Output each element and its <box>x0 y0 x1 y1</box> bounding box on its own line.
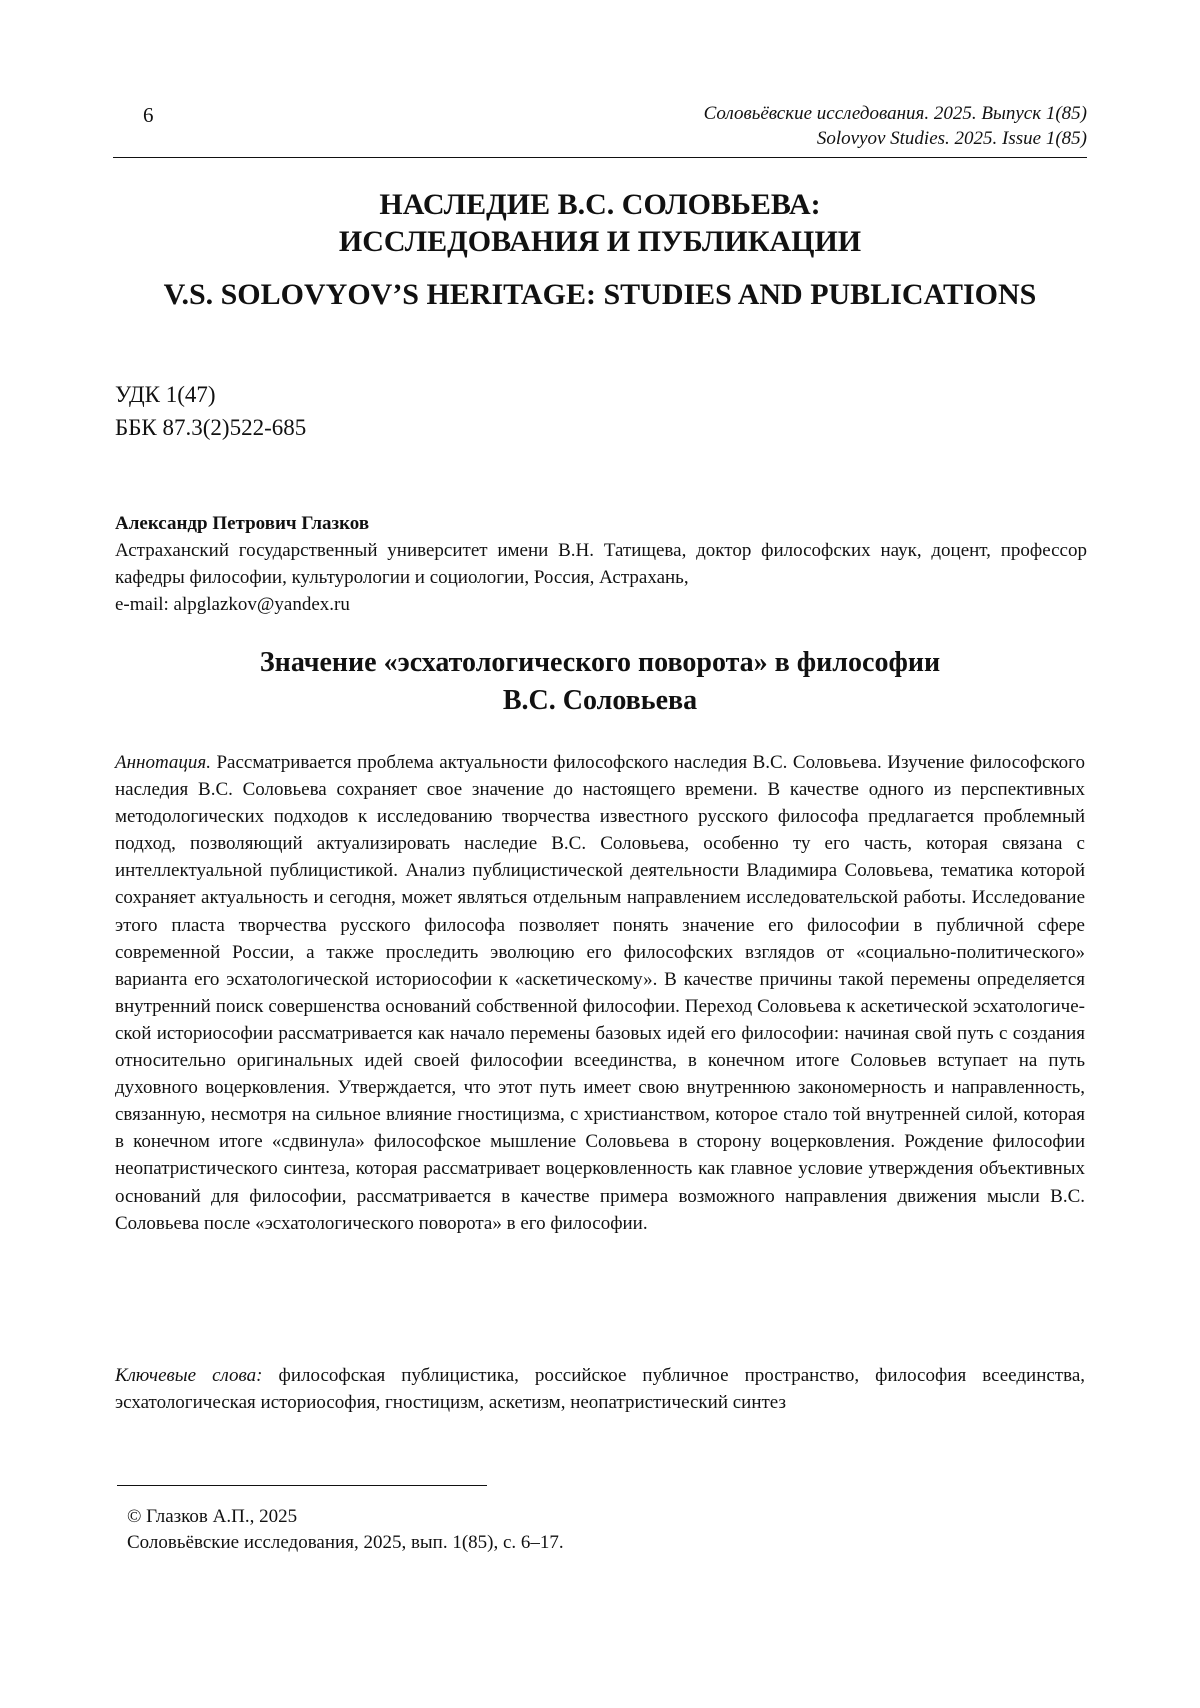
bbk-code: ББК 87.3(2)522-685 <box>115 415 307 440</box>
author-email: e-mail: alpglazkov@yandex.ru <box>115 594 350 615</box>
footnote <box>127 1504 564 1556</box>
keywords-label: Ключевые слова: <box>115 1365 263 1386</box>
footnote-rule <box>117 1485 487 1486</box>
citation: Соловьёвские исследования, 2025, вып. 1(85), с. 6–17. <box>127 1532 564 1553</box>
article-title-line1: Значение «эсхатологического поворота» в философии <box>259 647 941 678</box>
author-block <box>115 510 1087 618</box>
keywords <box>115 1362 1085 1416</box>
section-title-ru-line2: ИССЛЕДОВАНИЯ И ПУБЛИКАЦИИ <box>338 225 862 258</box>
abstract <box>115 749 1085 1237</box>
section-title-ru <box>113 186 1087 260</box>
journal-title-ru: Соловьёвские исследования. 2025. Выпуск 1(85) <box>703 103 1087 124</box>
author-name: Александр Петрович Глазков <box>115 513 370 534</box>
page-number: 6 <box>143 103 154 127</box>
journal-title-en: Solovyov Studies. 2025. Issue 1(85) <box>816 128 1087 149</box>
udk-code: УДК 1(47) <box>115 382 216 407</box>
header-rule <box>113 157 1087 158</box>
author-affiliation: Астраханский государственный университет имени В.Н. Татищева, доктор философских наук, доцент, профессор кафедры философии, культурологии и социологии, Россия, Астрахань, <box>115 540 1087 588</box>
section-title-ru-line1: НАСЛЕДИЕ В.С. СОЛОВЬЕВА: <box>379 188 821 221</box>
keywords-text: философская публицистика, российское публичное пространство, философия всеединства, эсхатологическая историософия, гностицизм, аскетизм, неопатристический синтез <box>115 1365 1086 1413</box>
running-header <box>704 101 1087 151</box>
section-title-en: V.S. SOLOVYOV’S HERITAGE: STUDIES AND PUBLICATIONS <box>163 278 1037 311</box>
classification-codes <box>115 378 306 444</box>
abstract-text: Рассматривается проблема актуальности философского наследия В.С. Соловьева. Изучение философского наследия В.С. Соловьева сохраняет свое значение до настоящего времени. В качестве одного из перспективных методологических подходов к исследованию творчества известного русского философа предлагается проблемный подход, позволяющий актуализировать наследие В.С. Соловьева, особенно ту его часть, которая связана с интеллектуальной публицистикой. Анализ публицистической деятельности Владимира Соловьева, тематика которой сохраняет актуальность и сегодня, может являться отдельным направлением исследовательской работы. Исследование этого пласта творчества русского философа позволяет понять значение его философии в публичной сфере современной России, а также проследить эволюцию его философских взглядов от «социально-политического» варианта его эсхатологической историософии к «аскетическому». В качестве причины такой перемены определяется внутренний поиск совершенства оснований собственной философии. Переход Соловьева к аскетической эсхатологической историософии рассматривается как начало перемены базовых идей его философии: начиная свой путь с создания относительно оригинальных идей своей философии всеединства, в конечном итоге Соловьев вступает на путь духовного воцерковления. Утверждается, что этот путь имеет свою внутреннюю закономерность и направленность, связанную, несмотря на сильное влияние гностицизма, с христианством, которое стало той внутренней силой, которая в конечном итоге «сдвинула» философское мышление Соловьева в сторону воцерковления. Рождение философии неопатристического синтеза, которая рассматривает воцерковленность как главное условие утверждения объективных оснований для философии, рассматривается в качестве примера возможного направления движения мысли В.С. Соловьева после «эсхатологического поворота» в его философии. <box>115 752 1085 1234</box>
article-title-line2: В.С. Соловьева <box>502 685 698 716</box>
copyright-notice: © Глазков А.П., 2025 <box>127 1506 298 1527</box>
abstract-label: Аннотация. <box>115 752 211 773</box>
article-title <box>113 644 1087 720</box>
